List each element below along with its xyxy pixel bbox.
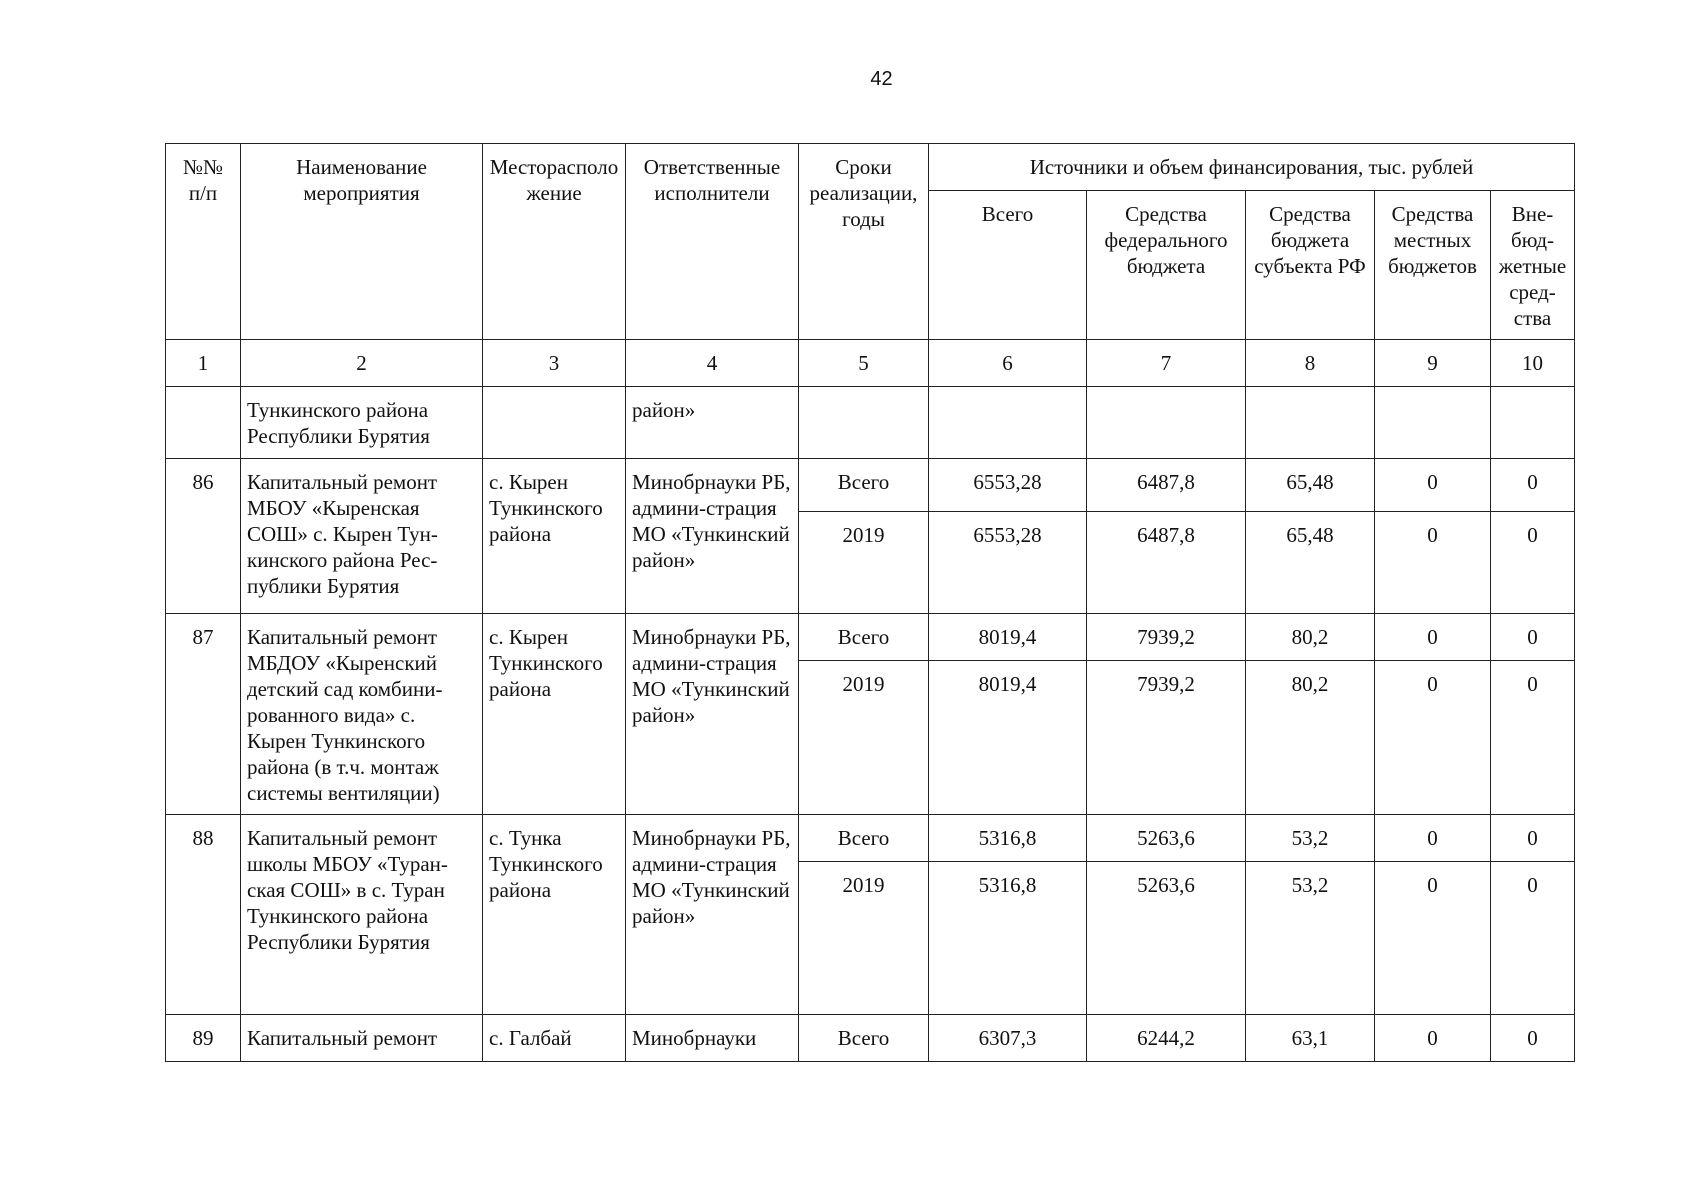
continuation-num <box>166 387 241 459</box>
row-federal: 6487,8 <box>1087 511 1246 613</box>
row-period: Всего <box>799 459 929 512</box>
continuation-period <box>799 387 929 459</box>
row-total: 6553,28 <box>929 511 1087 613</box>
row-total: 6307,3 <box>929 1015 1087 1062</box>
header-period: Сроки реализации, годы <box>799 144 929 340</box>
header-local: Средства местных бюджетов <box>1375 191 1491 340</box>
row-federal: 6244,2 <box>1087 1015 1246 1062</box>
table-row <box>166 1015 1575 1062</box>
row-num: 88 <box>166 815 241 1015</box>
column-number: 6 <box>929 340 1087 387</box>
row-responsible: Минобрнауки РБ, админи-страция МО «Тункинский район» <box>626 815 799 1015</box>
row-local: 0 <box>1375 511 1491 613</box>
column-number: 10 <box>1491 340 1575 387</box>
row-location: с. Тунка Тункинского района <box>483 815 626 1015</box>
row-period: 2019 <box>799 661 929 815</box>
header-location: Месторасположение <box>483 144 626 340</box>
table-row <box>166 815 1575 862</box>
column-number: 5 <box>799 340 929 387</box>
row-regional: 53,2 <box>1246 815 1375 862</box>
row-responsible: Минобрнауки РБ, админи-страция МО «Тункинский район» <box>626 614 799 815</box>
header-responsible: Ответственные исполнители <box>626 144 799 340</box>
row-location: с. Галбай <box>483 1015 626 1062</box>
header-num: №№ п/п <box>166 144 241 340</box>
page-number: 42 <box>870 68 893 90</box>
column-number: 4 <box>626 340 799 387</box>
row-period: Всего <box>799 815 929 862</box>
row-regional: 80,2 <box>1246 661 1375 815</box>
row-name: Капитальный ремонт школы МБОУ «Туран-ская СОШ» в с. Туран Тункинского района Республики Бурятия <box>241 815 483 1015</box>
continuation-total <box>929 387 1087 459</box>
row-name: Капитальный ремонт МБОУ «Кыренская СОШ» с. Кырен Тун-кинского района Рес-публики Бурятия <box>241 459 483 614</box>
row-regional: 65,48 <box>1246 511 1375 613</box>
row-federal: 6487,8 <box>1087 459 1246 512</box>
row-offbudget: 0 <box>1491 614 1575 661</box>
row-regional: 53,2 <box>1246 862 1375 1015</box>
row-federal: 7939,2 <box>1087 661 1246 815</box>
continuation-regional <box>1246 387 1375 459</box>
row-local: 0 <box>1375 862 1491 1015</box>
continuation-local <box>1375 387 1491 459</box>
continuation-row <box>166 387 1575 459</box>
continuation-offbudget <box>1491 387 1575 459</box>
row-location: с. Кырен Тункинского района <box>483 614 626 815</box>
row-federal: 5263,6 <box>1087 815 1246 862</box>
row-regional: 63,1 <box>1246 1015 1375 1062</box>
header-total: Всего <box>929 191 1087 340</box>
row-name: Капитальный ремонт <box>241 1015 483 1062</box>
row-offbudget: 0 <box>1491 862 1575 1015</box>
row-location: с. Кырен Тункинского района <box>483 459 626 614</box>
row-offbudget: 0 <box>1491 459 1575 512</box>
row-total: 5316,8 <box>929 862 1087 1015</box>
row-offbudget: 0 <box>1491 661 1575 815</box>
row-period: 2019 <box>799 511 929 613</box>
row-responsible: Минобрнауки <box>626 1015 799 1062</box>
row-total: 6553,28 <box>929 459 1087 512</box>
row-regional: 80,2 <box>1246 614 1375 661</box>
table-row <box>166 614 1575 661</box>
continuation-responsible: район» <box>626 387 799 459</box>
row-num: 86 <box>166 459 241 614</box>
column-number: 7 <box>1087 340 1246 387</box>
row-regional: 65,48 <box>1246 459 1375 512</box>
row-local: 0 <box>1375 815 1491 862</box>
header-row-1 <box>166 144 1575 191</box>
column-number: 2 <box>241 340 483 387</box>
column-number: 9 <box>1375 340 1491 387</box>
column-number: 1 <box>166 340 241 387</box>
row-local: 0 <box>1375 661 1491 815</box>
header-regional: Средства бюджета субъекта РФ <box>1246 191 1375 340</box>
row-offbudget: 0 <box>1491 511 1575 613</box>
row-local: 0 <box>1375 614 1491 661</box>
row-name: Капитальный ремонт МБДОУ «Кыренский детский сад комбини-рованного вида» с. Кырен Тункинского района (в т.ч. монтаж системы вентиляции) <box>241 614 483 815</box>
continuation-federal <box>1087 387 1246 459</box>
row-period: 2019 <box>799 862 929 1015</box>
row-offbudget: 0 <box>1491 1015 1575 1062</box>
header-offbudget: Вне-бюд-жетные сред-ства <box>1491 191 1575 340</box>
financing-table <box>165 143 1575 1062</box>
row-num: 89 <box>166 1015 241 1062</box>
row-total: 8019,4 <box>929 661 1087 815</box>
row-num: 87 <box>166 614 241 815</box>
header-federal: Средства федерального бюджета <box>1087 191 1246 340</box>
column-number-row <box>166 340 1575 387</box>
row-total: 8019,4 <box>929 614 1087 661</box>
row-federal: 5263,6 <box>1087 862 1246 1015</box>
row-offbudget: 0 <box>1491 815 1575 862</box>
row-total: 5316,8 <box>929 815 1087 862</box>
row-period: Всего <box>799 614 929 661</box>
header-name: Наименование мероприятия <box>241 144 483 340</box>
continuation-location <box>483 387 626 459</box>
column-number: 8 <box>1246 340 1375 387</box>
row-responsible: Минобрнауки РБ, админи-страция МО «Тункинский район» <box>626 459 799 614</box>
row-local: 0 <box>1375 1015 1491 1062</box>
row-local: 0 <box>1375 459 1491 512</box>
column-number: 3 <box>483 340 626 387</box>
table-row <box>166 459 1575 512</box>
continuation-name: Тункинского района Республики Бурятия <box>241 387 483 459</box>
row-federal: 7939,2 <box>1087 614 1246 661</box>
header-financing: Источники и объем финансирования, тыс. рублей <box>929 144 1575 191</box>
row-period: Всего <box>799 1015 929 1062</box>
